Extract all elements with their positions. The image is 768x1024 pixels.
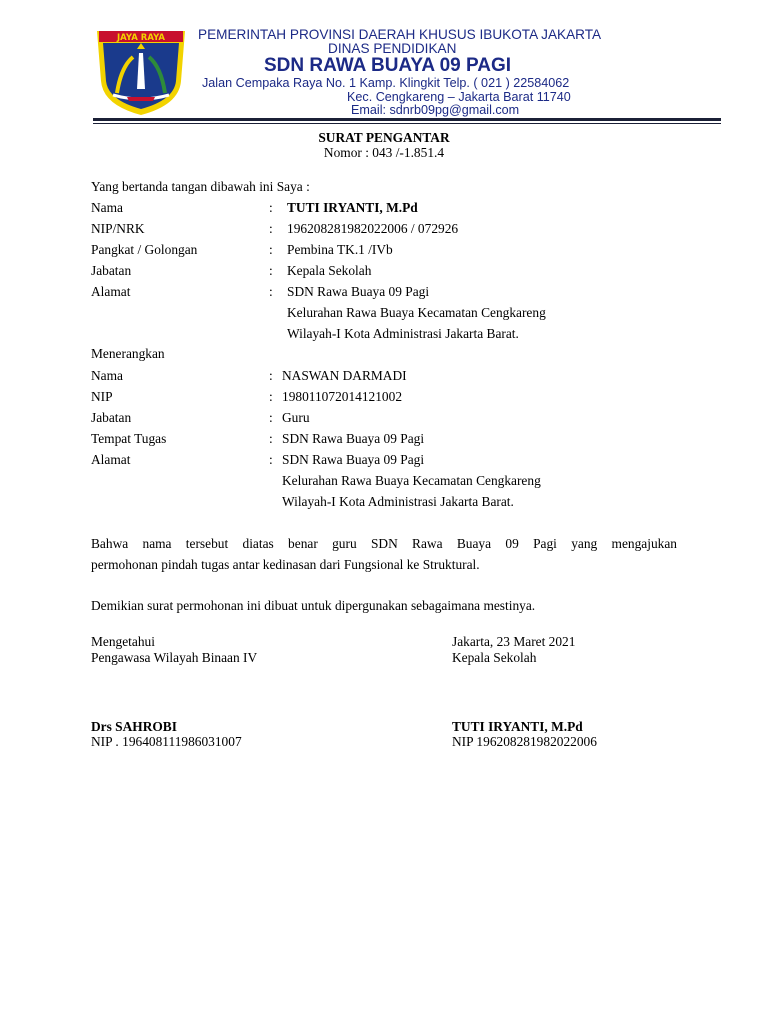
letterhead-rule-thin	[93, 123, 721, 124]
field-colon: :	[269, 200, 273, 215]
body-paragraph	[91, 533, 677, 575]
field-value: SDN Rawa Buaya 09 Pagi	[282, 452, 425, 467]
address-continuation: Kelurahan Rawa Buaya Kecamatan Cengkareng	[287, 305, 546, 320]
field-label: Alamat	[91, 452, 131, 467]
address-continuation: Kelurahan Rawa Buaya Kecamatan Cengkareng	[282, 473, 541, 488]
field-label: Nama	[91, 200, 123, 215]
field-colon: :	[269, 221, 273, 236]
closing-text: Demikian surat permohonan ini dibuat untuk dipergunakan sebagaimana mestinya.	[91, 598, 536, 613]
body-line: permohonan pindah tugas antar kedinasan dari Fungsional ke Struktural.	[91, 557, 480, 572]
field-value: 196208281982022006 / 072926	[287, 221, 459, 236]
field-value: Guru	[282, 410, 310, 425]
field-colon: :	[269, 389, 273, 404]
field-colon: :	[269, 431, 273, 446]
field-label: Pangkat / Golongan	[91, 242, 198, 257]
gov-name: PEMERINTAH PROVINSI DAERAH KHUSUS IBUKOTA JAKARTA	[198, 27, 602, 42]
field-colon: :	[269, 263, 273, 278]
field-label: Jabatan	[91, 410, 132, 425]
field-value: Pembina TK.1 /IVb	[287, 242, 393, 257]
field-label: NIP/NRK	[91, 221, 145, 236]
school-email: Email: sdnrb09pg@gmail.com	[351, 103, 520, 117]
logo-text: JAYA RAYA	[116, 33, 166, 43]
intro-text: Yang bertanda tangan dibawah ini Saya :	[91, 179, 310, 194]
signer-role: Pengawasa Wilayah Binaan IV	[91, 650, 258, 665]
signer-nip: NIP . 196408111986031007	[91, 734, 242, 749]
field-colon: :	[269, 410, 273, 425]
letterhead-rule-thick	[93, 118, 721, 121]
signer-name: Drs SAHROBI	[91, 719, 177, 734]
address-continuation: Wilayah-I Kota Administrasi Jakarta Barat.	[287, 326, 519, 341]
signer-nip: NIP 196208281982022006	[452, 734, 597, 749]
field-label: Alamat	[91, 284, 131, 299]
field-value: 198011072014121002	[282, 389, 403, 404]
field-value: TUTI IRYANTI, M.Pd	[287, 200, 418, 215]
field-label: NIP	[91, 389, 113, 404]
agency-name: DINAS PENDIDIKAN	[328, 41, 457, 56]
school-name: SDN RAWA BUAYA 09 PAGI	[264, 55, 512, 76]
signer-role: Kepala Sekolah	[452, 650, 537, 665]
field-colon: :	[269, 284, 273, 299]
field-colon: :	[269, 452, 273, 467]
field-label: Nama	[91, 368, 123, 383]
field-value: NASWAN DARMADI	[282, 368, 407, 383]
field-value: Kepala Sekolah	[287, 263, 372, 278]
field-label: Tempat Tugas	[91, 431, 167, 446]
school-address: Jalan Cempaka Raya No. 1 Kamp. Klingkit Telp. ( 021 ) 22584062	[202, 76, 570, 90]
field-colon: :	[269, 368, 273, 383]
address-continuation: Wilayah-I Kota Administrasi Jakarta Barat.	[282, 494, 514, 509]
acknowledge-label: Mengetahui	[91, 634, 155, 649]
school-district: Kec. Cengkareng – Jakarta Barat 11740	[347, 90, 571, 104]
body-line: Bahwa nama tersebut diatas benar guru SDN Rawa Buaya 09 Pagi yang mengajukan	[91, 536, 677, 551]
field-value: SDN Rawa Buaya 09 Pagi	[282, 431, 425, 446]
letter-title: SURAT PENGANTAR	[318, 130, 450, 145]
field-colon: :	[269, 242, 273, 257]
jaya-raya-logo	[93, 27, 189, 117]
field-value: SDN Rawa Buaya 09 Pagi	[287, 284, 430, 299]
letter-number: Nomor : 043 /-1.851.4	[323, 145, 445, 160]
signer-name: TUTI IRYANTI, M.Pd	[452, 719, 583, 734]
place-date: Jakarta, 23 Maret 2021	[452, 634, 576, 649]
field-label: Jabatan	[91, 263, 132, 278]
explains-label: Menerangkan	[91, 346, 165, 361]
